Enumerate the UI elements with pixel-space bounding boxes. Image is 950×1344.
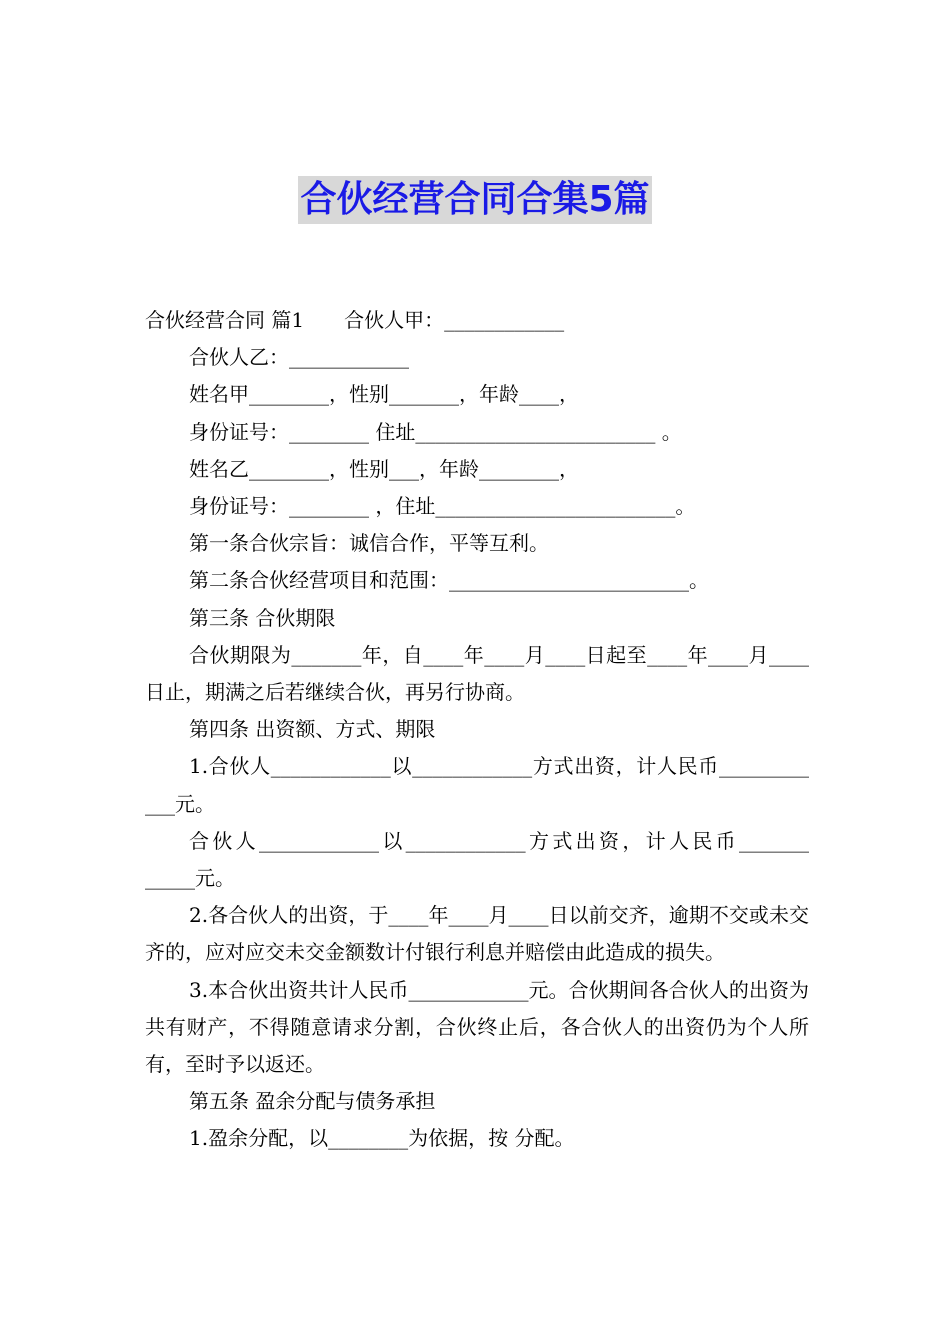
paragraph-article-4-heading: 第四条 出资额、方式、期限 bbox=[189, 717, 436, 742]
document-title: 合伙经营合同合集5篇 bbox=[298, 176, 651, 224]
paragraph-contribution-2: 合伙人____________以____________方式出资，计人民币_______ _____元。 bbox=[145, 828, 809, 891]
document-body bbox=[145, 302, 809, 1158]
paragraph-header-partner-a: 合伙经营合同 篇1 合伙人甲：____________ bbox=[145, 308, 565, 332]
paragraph-id-b: 身份证号：________ ，住址________________________。 bbox=[189, 494, 696, 519]
paragraph-total-contribution: 3.本合伙出资共计人民币____________元。合伙期间各合伙人的出资为共有财产，不得随意请求分割，合伙终止后，各合伙人的出资仍为个人所有，至时予以返还。 bbox=[145, 977, 809, 1077]
paragraph-article-3-heading: 第三条 合伙期限 bbox=[189, 605, 336, 630]
paragraph-name-a: 姓名甲________，性别_______，年龄____， bbox=[189, 382, 579, 407]
paragraph-profit-distribution: 1.盈余分配，以________为依据，按 分配。 bbox=[189, 1126, 575, 1151]
paragraph-partner-b: 合伙人乙：____________ bbox=[189, 345, 409, 370]
paragraph-article-5-heading: 第五条 盈余分配与债务承担 bbox=[189, 1089, 436, 1114]
paragraph-article-1: 第一条合伙宗旨：诚信合作，平等互利。 bbox=[189, 531, 549, 556]
paragraph-term: 合伙期限为_______年，自____年____月____日起至____年____月____日止，期满之后若继续合伙，再另行协商。 bbox=[145, 642, 809, 705]
paragraph-contribution-1: 1.合伙人____________以____________方式出资，计人民币_________ ___元。 bbox=[145, 754, 809, 816]
paragraph-id-a: 身份证号：________ 住址________________________ 。 bbox=[189, 419, 682, 444]
paragraph-name-b: 姓名乙________，性别___，年龄________， bbox=[189, 456, 579, 481]
document-title-container bbox=[0, 176, 950, 224]
paragraph-article-2: 第二条合伙经营项目和范围：________________________。 bbox=[189, 568, 709, 593]
paragraph-contribution-deadline: 2.各合伙人的出资，于____年____月____日以前交齐，逾期不交或未交齐的，应对应交未交金额数计付银行利息并赔偿由此造成的损失。 bbox=[145, 903, 809, 965]
